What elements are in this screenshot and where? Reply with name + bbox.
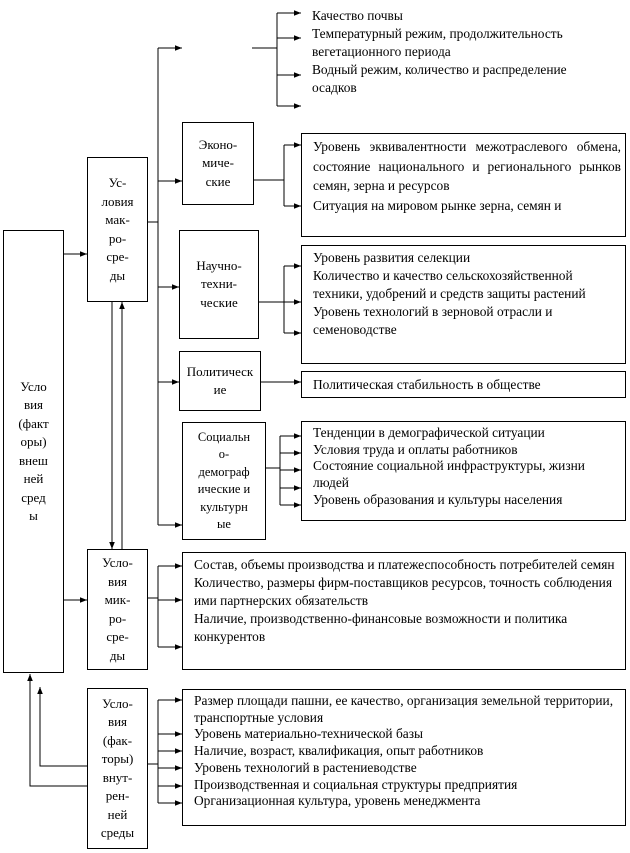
micro-line: Усло- (102, 555, 133, 570)
scitech-line: Научно- (196, 257, 242, 273)
list-item: Уровень технологий в растениеводстве (194, 759, 417, 775)
economic-line: миче- (202, 155, 234, 171)
list-item: Температурный режим, продолжительность вегетационного периода (312, 26, 563, 59)
natural-conditions-list (301, 4, 611, 116)
scitech-conditions-list (301, 245, 626, 364)
external-line: сред (21, 489, 46, 505)
social-line: культурн (200, 499, 248, 514)
internal-line: ней (107, 806, 128, 822)
list-item: Состояние социальной инфраструктуры, жизни людей (313, 458, 585, 491)
external-line: Усло (20, 378, 47, 394)
list-item: Уровень образования и культуры населения (313, 491, 563, 507)
social-factors-box (182, 422, 266, 540)
internal-conditions-list (182, 689, 626, 826)
macro-line: мак- (105, 212, 130, 227)
external-line: оры) (20, 434, 47, 449)
list-item: Состав, объемы производства и платежеспособность потребителей семян (194, 557, 615, 572)
political-factors-box (179, 351, 261, 411)
micro-line: ро- (108, 610, 127, 626)
macro-line: сре- (106, 249, 129, 264)
list-item: Водный режим, количество и распределение осадков (312, 62, 567, 95)
list-item: Количество, размеры фирм-поставщиков ресурсов, точность соблюдения ими партнерских обязательств (194, 575, 612, 608)
list-item: Тенденции в демографической ситуации (313, 425, 545, 440)
list-item: Наличие, возраст, квалификация, опыт работников (194, 743, 484, 759)
list-item: Организационная культура, уровень менеджмента (194, 793, 481, 809)
micro-line: сре- (106, 629, 129, 644)
external-conditions-box (3, 230, 64, 673)
economic-line: Эконо- (198, 136, 238, 152)
list-item: Условия труда и оплаты работников (313, 441, 518, 457)
scitech-line: техни- (200, 276, 238, 292)
list-item: Уровень технологий в зерновой отрасли и семеноводстве (313, 304, 553, 337)
economic-line: ские (205, 173, 231, 189)
macro-environment-box (87, 157, 148, 302)
list-item: Наличие, производственно-финансовые возможности и политика конкурентов (194, 611, 568, 644)
social-line: ые (217, 517, 231, 531)
micro-line: ды (109, 647, 126, 663)
macro-line: ловия (101, 193, 134, 209)
macro-line: ды (109, 267, 126, 283)
list-item: Производственная и социальная структуры предприятия (194, 776, 518, 792)
macro-line: ро- (108, 230, 127, 246)
list-item: Количество и качество сельскохозяйственной техники, удобрений и средств защиты растений (313, 268, 586, 301)
micro-conditions-list (182, 552, 626, 670)
micro-line: вия (107, 573, 128, 589)
list-item: Ситуация на мировом рынке зерна, семян и (313, 197, 562, 213)
external-line: ы (29, 508, 38, 523)
economic-conditions-list (301, 133, 626, 237)
social-line: демограф (198, 464, 250, 479)
internal-line: рен- (105, 788, 130, 803)
list-item: Уровень эквивалентности межотраслевого обмена, состояние национального и регионального рынков семян, зерна и ресурсов (313, 139, 621, 193)
macro-line: Ус- (108, 175, 127, 190)
internal-line: внут- (102, 769, 133, 785)
list-item: Уровень развития селекции (313, 250, 471, 265)
micro-line: мик- (104, 592, 131, 607)
political-line: Политическ (186, 363, 254, 379)
social-line: Социальн (197, 429, 251, 444)
internal-line: вия (107, 714, 128, 729)
internal-line: (фак- (102, 732, 133, 748)
economic-factors-box (182, 122, 254, 205)
list-item: Политическая стабильность в обществе (313, 377, 541, 392)
internal-environment-box (87, 688, 148, 849)
internal-line: торы) (101, 751, 134, 766)
external-line: (факт (18, 415, 49, 431)
scitech-line: ческие (200, 294, 238, 310)
micro-environment-box (87, 549, 148, 670)
list-item: Качество почвы (312, 8, 403, 23)
social-line: ические и (197, 482, 251, 496)
external-line: ней (23, 471, 44, 486)
political-line: ие (213, 382, 227, 397)
external-line: внеш (19, 452, 48, 468)
political-conditions-list (301, 371, 626, 398)
external-line: вия (23, 397, 44, 412)
social-line: о- (218, 447, 230, 461)
list-item: Уровень материально-технической базы (194, 726, 423, 742)
scitech-factors-box (179, 230, 259, 339)
internal-line: Усло- (102, 695, 133, 711)
social-conditions-list (301, 421, 626, 521)
internal-line: среды (100, 825, 135, 840)
list-item: Размер площади пашни, ее качество, организация земельной территории, транспортные условия (194, 693, 614, 725)
